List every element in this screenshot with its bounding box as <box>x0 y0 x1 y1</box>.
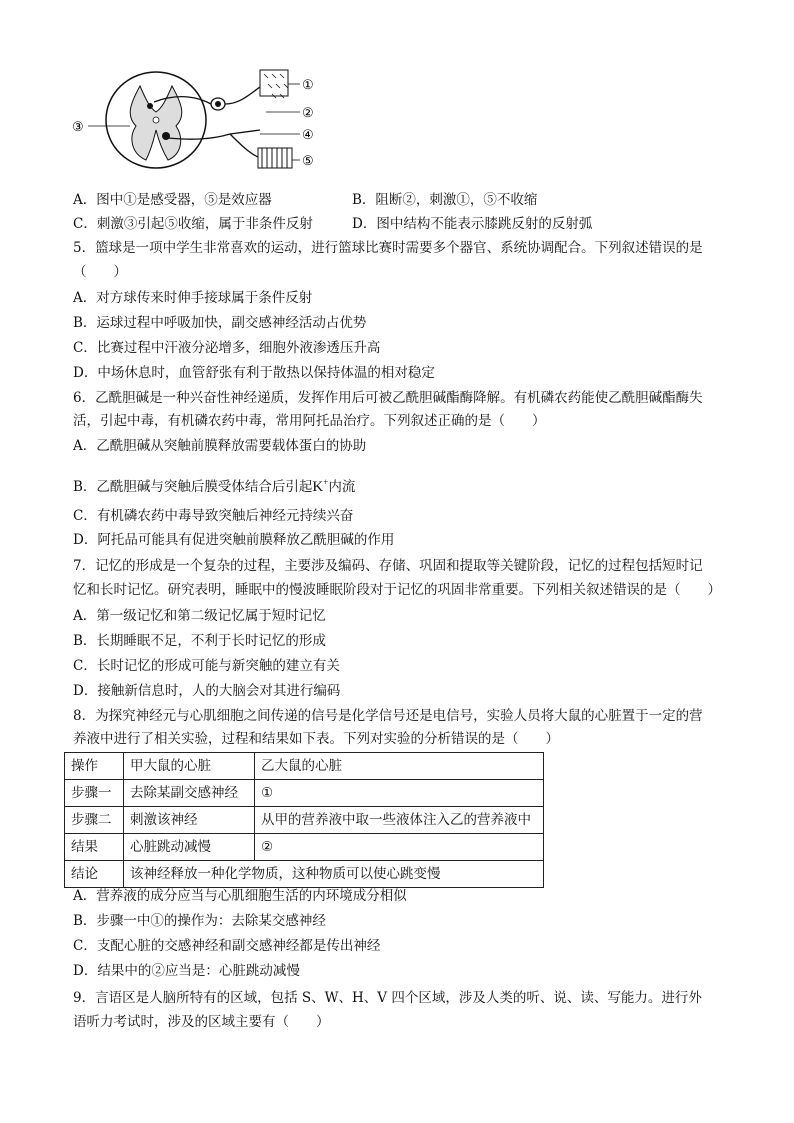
table-cell: 操作 <box>65 753 124 780</box>
q4-option-d: D．图中结构不能表示膝跳反射的反射弧 <box>352 216 593 232</box>
q4-option-b: B．阻断②，刺激①，⑤不收缩 <box>352 192 538 208</box>
q7-stem-cont: 忆和长时记忆。研究表明，睡眠中的慢波睡眠阶段对于记忆的巩固非常重要。下列相关叙述错误的是（ ） <box>73 582 721 598</box>
effector-muscle <box>258 148 292 168</box>
figure-label-3: ③ <box>72 120 84 135</box>
q6-option-b-text: B．乙酰胆碱与突触后膜受体结合后引起 <box>73 479 313 495</box>
q7-stem: 7．记忆的形成是一个复杂的过程，主要涉及编码、存储、巩固和提取等关键阶段，记忆的过程包括短时记 <box>73 558 703 574</box>
q5-option-a: A．对方球传来时伸手接球属于条件反射 <box>73 290 313 306</box>
table-cell: 步骤一 <box>65 780 124 807</box>
table-row <box>65 834 544 861</box>
q6-option-d: D．阿托品可能具有促进突触前膜释放乙酰胆碱的作用 <box>73 532 395 548</box>
table-cell: ② <box>255 834 544 861</box>
q8-option-a: A．营养液的成分应当与心肌细胞生活的内环境成分相似 <box>73 888 407 904</box>
q5-stem: 5．篮球是一项中学生非常喜欢的运动，进行篮球比赛时需要多个器官、系统协调配合。下列叙述错误的是 <box>73 240 703 256</box>
table-row <box>65 753 544 780</box>
neuron-body <box>162 132 170 140</box>
q8-option-c: C．支配心脏的交感神经和副交感神经都是传出神经 <box>73 938 381 954</box>
q7-option-a: A．第一级记忆和第二级记忆属于短时记忆 <box>73 608 326 624</box>
figure-label-4: ④ <box>302 128 314 143</box>
figure-label-5: ⑤ <box>302 154 314 169</box>
figure-label-1: ① <box>302 78 314 93</box>
q7-option-c: C．长时记忆的形成可能与新突触的建立有关 <box>73 658 340 674</box>
q9-stem: 9．言语区是人脑所特有的区域，包括 S、W、H、V 四个区域，涉及人类的听、说、读、写能力。进行外 <box>73 990 702 1006</box>
q6-option-a: A．乙酰胆碱从突触前膜释放需要载体蛋白的协助 <box>73 438 367 454</box>
q6-option-b-end: 内流 <box>328 479 356 495</box>
q9-stem-cont: 语听力考试时，涉及的区域主要有（ ） <box>73 1014 330 1030</box>
table-cell: ① <box>255 780 544 807</box>
q6-stem: 6．乙酰胆碱是一种兴奋性神经递质，发挥作用后可被乙酰胆碱酯酶降解。有机磷农药能使乙酰胆碱酯酶失 <box>73 390 703 406</box>
ganglion-cell <box>215 101 221 107</box>
q4-option-c: C．刺激③引起⑤收缩，属于非条件反射 <box>73 216 313 232</box>
potassium-ion: K+ <box>312 477 329 495</box>
table-row <box>65 861 544 888</box>
table-cell: 从甲的营养液中取一些液体注入乙的营养液中 <box>255 807 544 834</box>
table-cell: 心脏跳动减慢 <box>124 834 255 861</box>
table-cell: 刺激该神经 <box>124 807 255 834</box>
table-cell: 步骤二 <box>65 807 124 834</box>
q6-stem-cont: 活，引起中毒，有机磷农药中毒，常用阿托品治疗。下列叙述正确的是（ ） <box>73 413 546 429</box>
experiment-table <box>64 752 544 888</box>
q8-stem-cont: 养液中进行了相关实验，过程和结果如下表。下列对实验的分析错误的是（ ） <box>73 731 559 747</box>
receptor-skin <box>260 70 288 98</box>
q5-option-c: C．比赛过程中汗液分泌增多，细胞外液渗透压升高 <box>73 340 381 356</box>
q6-option-b <box>73 472 355 497</box>
q8-option-d: D．结果中的②应当是：心脏跳动减慢 <box>73 963 300 979</box>
table-cell: 甲大鼠的心脏 <box>124 753 255 780</box>
table-row <box>65 807 544 834</box>
table-cell: 结果 <box>65 834 124 861</box>
table-cell: 结论 <box>65 861 124 888</box>
table-row <box>65 780 544 807</box>
table-cell: 乙大鼠的心脏 <box>255 753 544 780</box>
q7-option-d: D．接触新信息时，人的大脑会对其进行编码 <box>73 683 341 699</box>
q4-option-a: A．图中①是感受器，⑤是效应器 <box>73 192 272 208</box>
q5-option-d: D．中场休息时，血管舒张有利于散热以保持体温的相对稳定 <box>73 365 435 381</box>
table-cell: 去除某副交感神经 <box>124 780 255 807</box>
q8-option-b: B．步骤一中①的操作为：去除某交感神经 <box>73 913 326 929</box>
q8-stem: 8．为探究神经元与心肌细胞之间传递的信号是化学信号还是电信号，实验人员将大鼠的心脏置于一定的营 <box>73 708 703 724</box>
q6-option-c: C．有机磷农药中毒导致突触后神经元持续兴奋 <box>73 508 354 524</box>
reflex-arc-figure <box>70 64 330 184</box>
q5-answer-blank: （ ） <box>73 264 127 280</box>
table-cell: 该神经释放一种化学物质，这种物质可以使心跳变慢 <box>124 861 544 888</box>
central-canal <box>153 117 159 123</box>
q5-option-b: B．运球过程中呼吸加快，副交感神经活动占优势 <box>73 315 367 331</box>
neuron-body <box>147 103 153 109</box>
figure-label-2: ② <box>302 106 314 121</box>
q7-option-b: B．长期睡眠不足，不利于长时记忆的形成 <box>73 633 326 649</box>
